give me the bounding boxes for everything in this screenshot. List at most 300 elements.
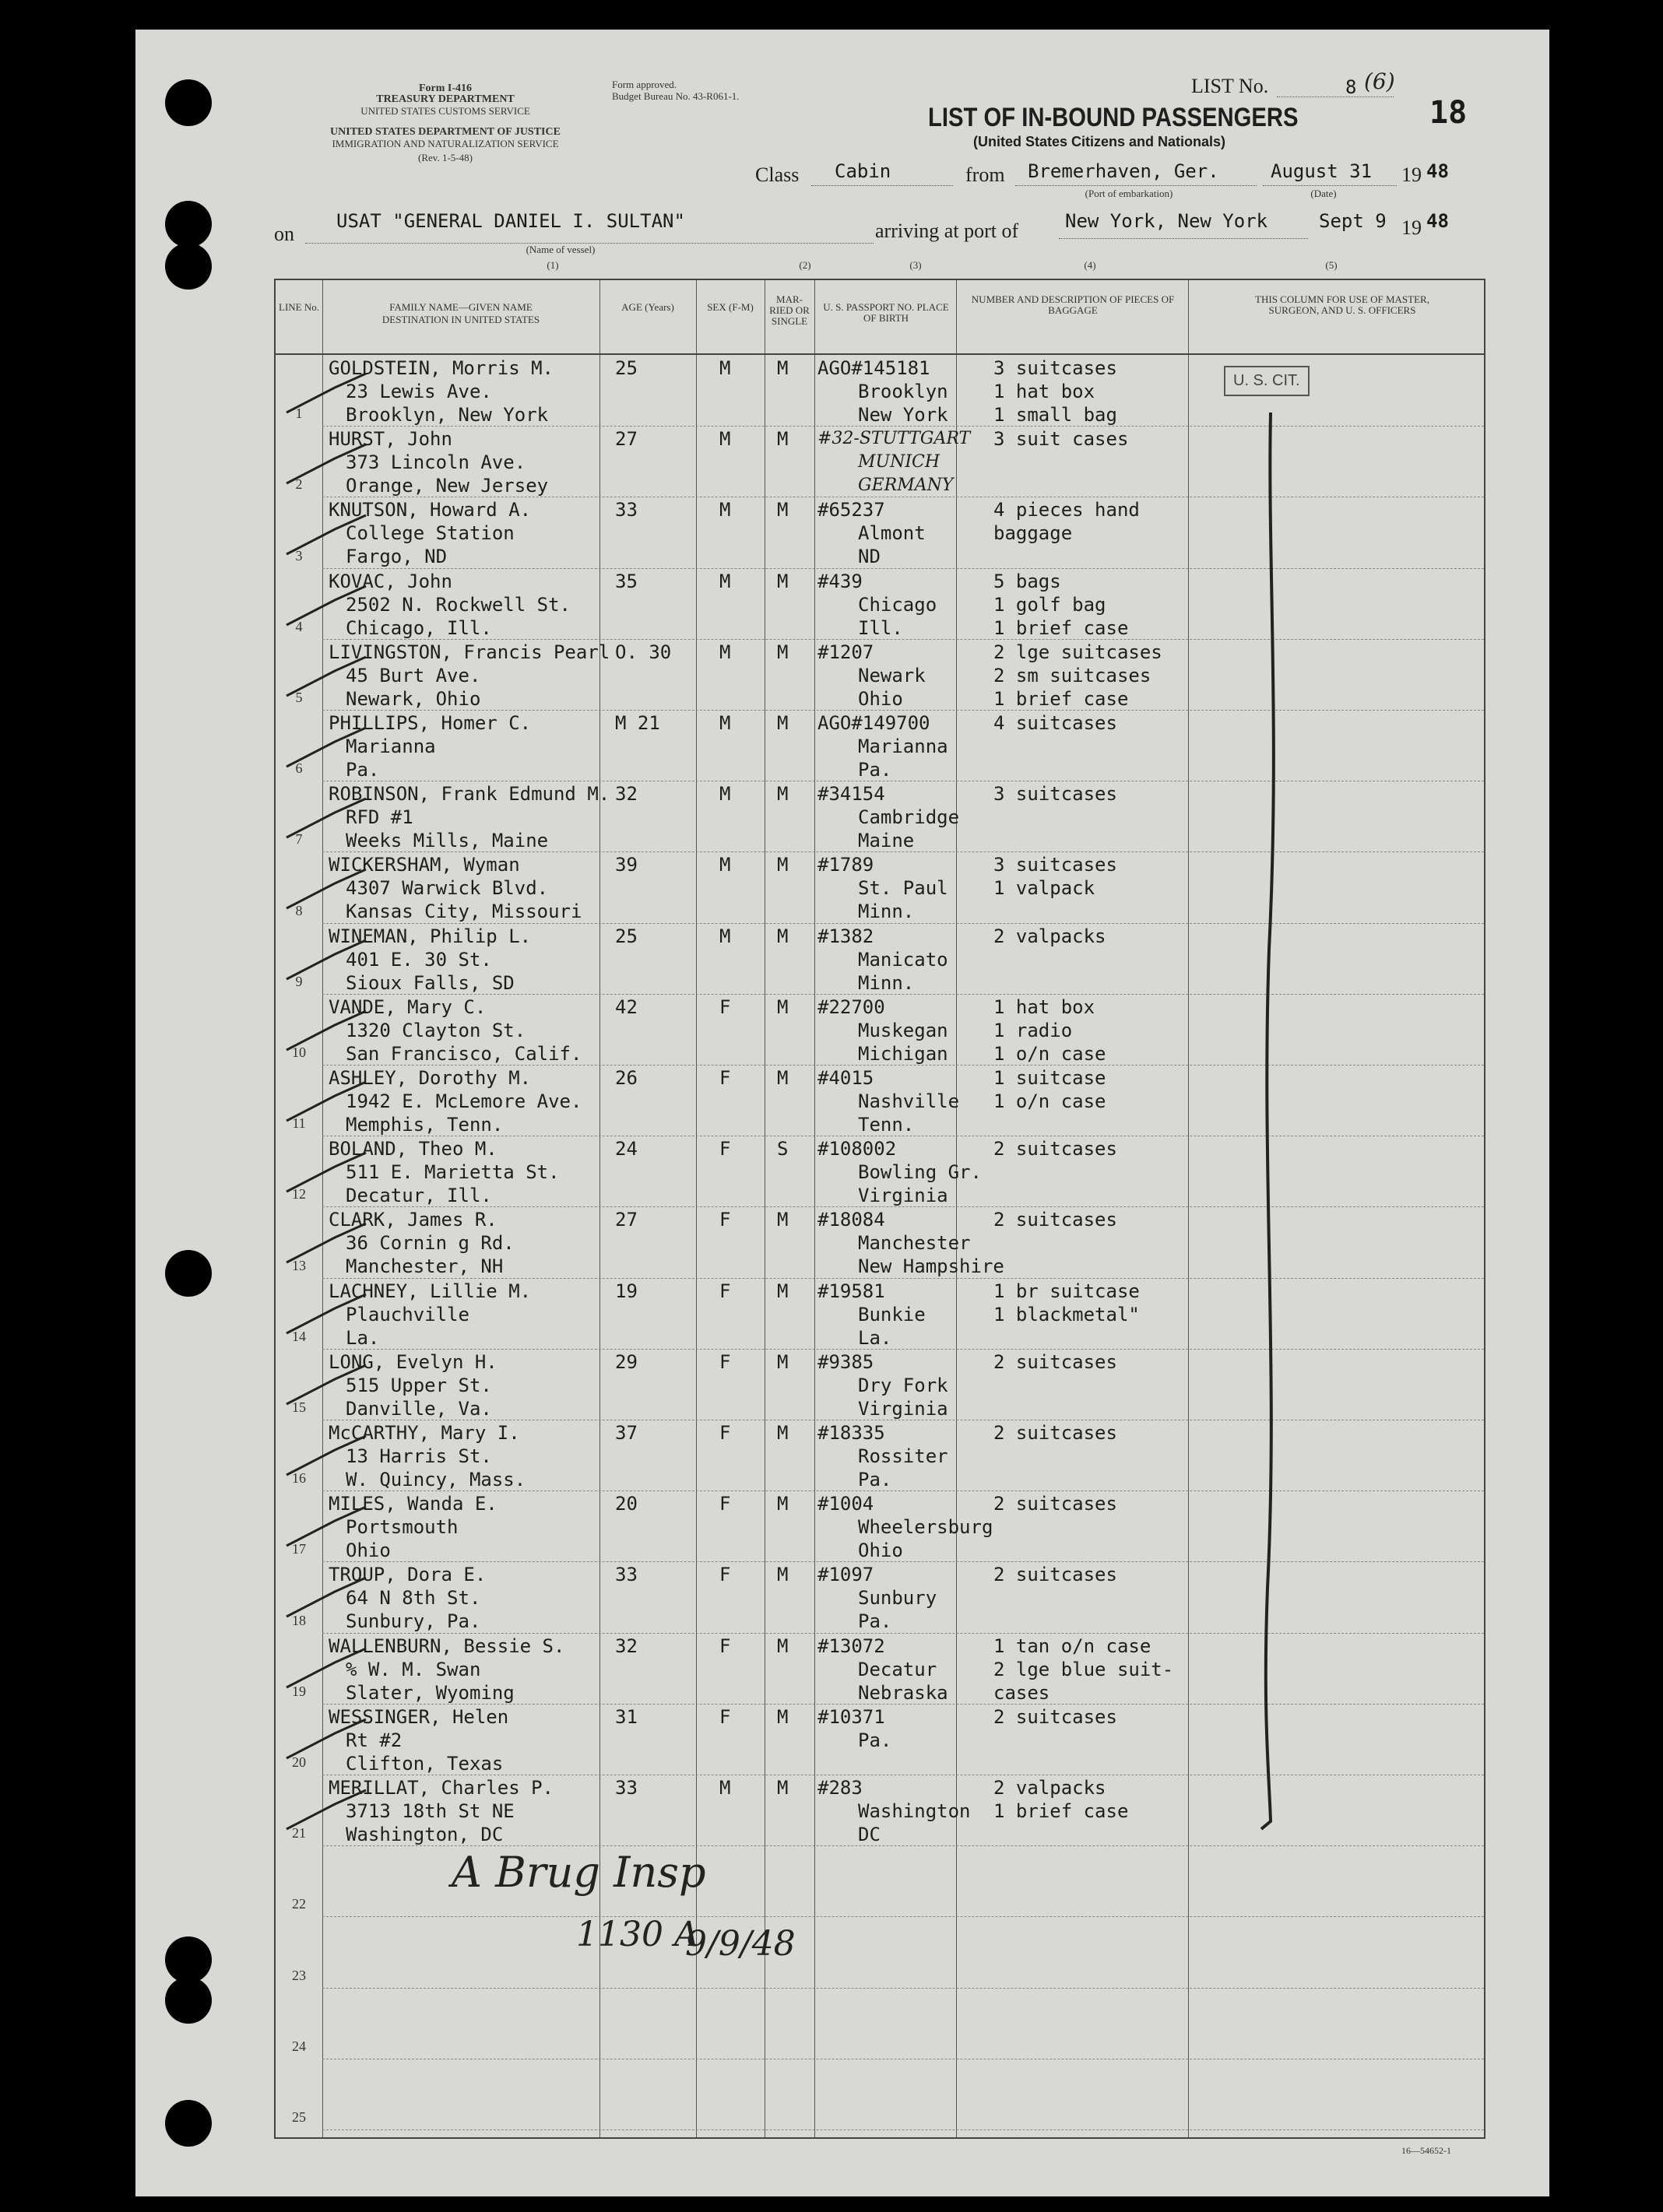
- passenger-name: HURST, John: [329, 428, 452, 451]
- passenger-bag3: cases: [993, 1681, 1050, 1704]
- passenger-addr2: Orange, New Jersey: [346, 475, 549, 497]
- passenger-age: 42: [615, 995, 638, 1018]
- passenger-age: 27: [615, 1209, 638, 1231]
- passenger-bag1: 2 lge suitcases: [993, 641, 1162, 663]
- passenger-addr1: Marianna: [346, 736, 436, 757]
- punch-hole: [165, 79, 212, 126]
- arrival-year: 48: [1426, 210, 1449, 232]
- passenger-addr2: Chicago, Ill.: [346, 616, 492, 639]
- passenger-pob2: Minn.: [858, 971, 915, 994]
- passenger-ms: S: [777, 1138, 789, 1160]
- passenger-pob1: Rossiter: [858, 1445, 948, 1467]
- col-header-sex: SEX (F-M): [707, 301, 754, 313]
- col-header-officers: THIS COLUMN FOR USE OF MASTER, SURGEON, AND U. S. OFFICERS: [1255, 293, 1429, 316]
- passenger-bag1: 1 hat box: [993, 995, 1095, 1018]
- check-mark: [287, 374, 366, 413]
- passenger-sex: M: [719, 783, 731, 806]
- check-mark: [287, 1790, 366, 1829]
- passenger-ms: M: [777, 712, 789, 734]
- passenger-name: WALLENBURN, Bessie S.: [329, 1634, 565, 1657]
- passenger-ms: M: [777, 995, 789, 1018]
- passenger-addr2: Memphis, Tenn.: [346, 1114, 504, 1136]
- list-number: 8: [1345, 76, 1357, 98]
- form-revision: (Rev. 1-5-48): [418, 152, 473, 163]
- passenger-pob2: Pa.: [858, 1469, 892, 1490]
- passenger-pob2: La.: [858, 1326, 892, 1349]
- passenger-addr2: Decatur, Ill.: [346, 1185, 492, 1207]
- row-divider: [322, 2129, 1484, 2130]
- passenger-sex: F: [719, 1634, 731, 1657]
- passenger-addr1: 511 E. Marietta St.: [346, 1161, 560, 1184]
- passenger-addr2: Manchester, NH: [346, 1255, 504, 1278]
- page-subtitle: (United States Citizens and Nationals): [973, 134, 1226, 149]
- passenger-pob2: Virginia: [858, 1397, 948, 1420]
- passenger-addr2: Brooklyn, New York: [346, 404, 549, 426]
- passenger-addr2: Kansas City, Missouri: [346, 901, 582, 923]
- passenger-ms: M: [777, 1209, 789, 1231]
- passenger-sex: F: [719, 1493, 731, 1515]
- passenger-bag1: 2 suitcases: [993, 1209, 1117, 1231]
- check-mark: [287, 1436, 366, 1475]
- passenger-pp: #4015: [817, 1067, 874, 1089]
- col-divider: [814, 280, 815, 2137]
- punch-hole: [165, 201, 212, 248]
- passenger-age: M 21: [615, 712, 660, 734]
- passenger-bag2: baggage: [993, 522, 1073, 545]
- year-prefix: 19: [1401, 163, 1422, 186]
- passenger-name: LIVINGSTON, Francis Pearl: [329, 641, 610, 663]
- passenger-addr2: La.: [346, 1326, 380, 1349]
- passenger-age: 32: [615, 1634, 638, 1657]
- passenger-sex: F: [719, 1564, 731, 1586]
- passenger-sex: F: [719, 995, 731, 1018]
- passenger-pob2: Pa.: [858, 1610, 892, 1633]
- passenger-pob2: Michigan: [858, 1042, 948, 1065]
- passenger-pp: #18084: [817, 1209, 885, 1231]
- footer-code: 16—54652-1: [1401, 2145, 1451, 2156]
- port-embark-caption: (Port of embarkation): [1085, 188, 1173, 199]
- vessel-name: USAT "GENERAL DANIEL I. SULTAN": [336, 210, 685, 232]
- passenger-bag1: 2 suitcases: [993, 1564, 1117, 1586]
- check-mark: [287, 1294, 366, 1333]
- line-number: 2: [295, 476, 303, 493]
- passenger-pp: #1207: [817, 641, 874, 663]
- date-caption: (Date): [1310, 188, 1337, 199]
- line-number: 6: [295, 760, 303, 777]
- row-divider: [322, 1561, 1484, 1562]
- passenger-pob1: Chicago: [858, 593, 937, 616]
- passenger-age: 33: [615, 1777, 638, 1799]
- passenger-pob1: Almont: [858, 522, 926, 545]
- line-number: 16: [292, 1470, 306, 1487]
- col-header-age: AGE (Years): [621, 301, 674, 313]
- passenger-age: 32: [615, 783, 638, 806]
- passenger-bag1: 2 suitcases: [993, 1422, 1117, 1444]
- col-number-1: (1): [547, 259, 559, 271]
- passenger-pob1: Pa.: [858, 1729, 892, 1751]
- passenger-age: 33: [615, 1564, 638, 1586]
- passenger-pob2: ND: [858, 546, 881, 568]
- passenger-pob1: Washington: [858, 1800, 971, 1822]
- line-number: 12: [292, 1186, 306, 1203]
- passenger-addr2: Slater, Wyoming: [346, 1681, 515, 1704]
- on-label: on: [274, 223, 294, 245]
- passenger-pob1: Manchester: [858, 1232, 971, 1255]
- passenger-age: 33: [615, 499, 638, 521]
- passenger-sex: M: [719, 712, 731, 734]
- check-mark: [287, 1224, 366, 1262]
- port-of-embarkation: Bremerhaven, Ger.: [1028, 160, 1219, 182]
- passenger-addr2: Fargo, ND: [346, 546, 448, 568]
- check-mark: [287, 1719, 366, 1758]
- passenger-sex: M: [719, 925, 731, 947]
- passenger-name: ASHLEY, Dorothy M.: [329, 1067, 532, 1089]
- passenger-name: VANDE, Mary C.: [329, 995, 487, 1018]
- passenger-name: ROBINSON, Frank Edmund M.: [329, 783, 610, 806]
- punch-hole: [165, 1250, 212, 1297]
- budget-bureau: Budget Bureau No. 43-R061-1.: [612, 90, 740, 102]
- list-number-handwritten: (6): [1364, 68, 1395, 94]
- passenger-addr2: Sunbury, Pa.: [346, 1610, 481, 1633]
- passenger-pob1: Newark: [858, 664, 926, 686]
- passenger-pp: #19581: [817, 1280, 885, 1302]
- row-divider: [322, 639, 1484, 640]
- passenger-age: 35: [615, 570, 638, 592]
- passenger-pob1: Sunbury: [858, 1587, 937, 1610]
- passenger-name: CLARK, James R.: [329, 1209, 497, 1231]
- passenger-age: 26: [615, 1067, 638, 1089]
- treasury-dept: TREASURY DEPARTMENT: [376, 93, 515, 105]
- passenger-bag3: 1 small bag: [993, 404, 1117, 426]
- date-embark-line: [1263, 185, 1397, 186]
- passenger-addr1: 45 Burt Ave.: [346, 664, 481, 686]
- page-title: LIST OF IN-BOUND PASSENGERS: [928, 103, 1299, 132]
- passenger-pp: #1097: [817, 1564, 874, 1586]
- line-number: 20: [292, 1754, 306, 1770]
- check-mark: [287, 1011, 366, 1050]
- passenger-bag1: 2 suitcases: [993, 1138, 1117, 1160]
- arrival-port-line: [1059, 238, 1308, 239]
- passenger-pob2: Tenn.: [858, 1114, 915, 1136]
- passenger-age: 19: [615, 1280, 638, 1302]
- passenger-age: 24: [615, 1138, 638, 1160]
- passenger-addr1: Plauchville: [346, 1303, 469, 1325]
- passenger-age: 25: [615, 357, 638, 379]
- check-mark: [287, 515, 366, 554]
- passenger-age: 31: [615, 1705, 638, 1728]
- check-mark: [287, 586, 366, 625]
- passenger-name: WINEMAN, Philip L.: [329, 925, 532, 947]
- passenger-pp: #18335: [817, 1422, 885, 1444]
- passenger-name: WESSINGER, Helen: [329, 1705, 509, 1728]
- passenger-ms: M: [777, 1280, 789, 1302]
- passenger-addr1: 373 Lincoln Ave.: [346, 451, 526, 474]
- passenger-pp: #13072: [817, 1634, 885, 1657]
- passenger-pob2: Pa.: [858, 759, 892, 781]
- passenger-addr2: Clifton, Texas: [346, 1752, 504, 1775]
- passenger-name: KNUTSON, Howard A.: [329, 499, 532, 521]
- from-label: from: [965, 163, 1005, 186]
- passenger-pob1: Bowling Gr.: [858, 1161, 982, 1184]
- passenger-sex: M: [719, 854, 731, 876]
- passenger-pob1: Muskegan: [858, 1019, 948, 1041]
- passenger-bag1: 1 suitcase: [993, 1067, 1106, 1089]
- passenger-ms: M: [777, 1777, 789, 1799]
- check-mark: [287, 1507, 366, 1546]
- list-number-label: LIST No.: [1191, 75, 1269, 97]
- class-line: [811, 185, 953, 186]
- passenger-ms: M: [777, 1422, 789, 1444]
- passenger-pob2: New York: [858, 404, 948, 426]
- class-value: Cabin: [835, 160, 891, 182]
- passenger-name: KOVAC, John: [329, 570, 452, 592]
- justice-dept: UNITED STATES DEPARTMENT OF JUSTICE: [330, 126, 561, 138]
- passenger-ms: M: [777, 1350, 789, 1373]
- passenger-ms: M: [777, 428, 789, 451]
- check-mark: [287, 940, 366, 979]
- passenger-pob1: Manicato: [858, 948, 948, 971]
- passenger-name: MILES, Wanda E.: [329, 1493, 497, 1515]
- port-of-arrival: New York, New York: [1065, 210, 1268, 232]
- passenger-sex: F: [719, 1422, 731, 1444]
- passenger-addr1: Portsmouth: [346, 1516, 459, 1539]
- page-number: 18: [1429, 95, 1468, 131]
- passenger-addr1: 2502 N. Rockwell St.: [346, 593, 571, 616]
- check-mark: [287, 1365, 366, 1404]
- line-number: 18: [292, 1612, 306, 1628]
- officer-bracket-mark: [1215, 405, 1308, 1837]
- line-number: 5: [295, 690, 303, 705]
- passenger-ms: M: [777, 1634, 789, 1657]
- passenger-bag1: 2 suitcases: [993, 1705, 1117, 1728]
- col-header-line: LINE No.: [279, 301, 319, 313]
- passenger-addr2: Pa.: [346, 759, 380, 781]
- passenger-bag1: 3 suitcases: [993, 854, 1117, 876]
- passenger-bag1: 2 valpacks: [993, 925, 1106, 947]
- form-approved: Form approved.: [612, 79, 677, 90]
- signature-time: 1130 A: [576, 1915, 699, 1954]
- passenger-bag2: 2 lge blue suit-: [993, 1658, 1174, 1680]
- passenger-sex: M: [719, 641, 731, 663]
- passenger-bag3: 1 o/n case: [993, 1042, 1106, 1065]
- passenger-sex: F: [719, 1209, 731, 1231]
- passenger-sex: F: [719, 1067, 731, 1089]
- line-number: 11: [292, 1115, 306, 1132]
- passenger-bag2: 1 hat box: [993, 381, 1095, 402]
- passenger-addr1: College Station: [346, 522, 515, 545]
- year-prefix-2: 19: [1401, 216, 1422, 239]
- line-number: 15: [292, 1399, 306, 1415]
- passenger-bag1: 1 br suitcase: [993, 1280, 1140, 1302]
- line-number: 7: [295, 831, 303, 848]
- passenger-pob1: Marianna: [858, 736, 948, 757]
- passenger-pp: #283: [817, 1777, 863, 1799]
- passenger-ms: M: [777, 1493, 789, 1515]
- port-embark-line: [1015, 185, 1257, 186]
- us-citizen-stamp: U. S. CIT.: [1224, 366, 1310, 396]
- passenger-addr1: 23 Lewis Ave.: [346, 381, 492, 402]
- passenger-ms: M: [777, 925, 789, 947]
- check-mark: [287, 1578, 366, 1617]
- passenger-pp: #108002: [817, 1138, 897, 1160]
- line-number: 23: [292, 1967, 306, 1983]
- line-number: 17: [292, 1541, 306, 1557]
- passenger-bag2: 2 sm suitcases: [993, 664, 1151, 686]
- passenger-bag1: 2 suitcases: [993, 1493, 1117, 1515]
- passenger-sex: M: [719, 428, 731, 451]
- passenger-age: 20: [615, 1493, 638, 1515]
- passenger-sex: M: [719, 1777, 731, 1799]
- line-number: 25: [292, 2109, 306, 2125]
- col-header-passport: U. S. PASSPORT NO. PLACE OF BIRTH: [823, 301, 949, 324]
- passenger-addr1: 3713 18th St NE: [346, 1800, 515, 1822]
- passenger-sex: F: [719, 1705, 731, 1728]
- passenger-pob1: Dry Fork: [858, 1374, 948, 1396]
- passenger-name: McCARTHY, Mary I.: [329, 1422, 520, 1444]
- passenger-pp: #22700: [817, 995, 885, 1018]
- passenger-ms: M: [777, 854, 789, 876]
- check-mark: [287, 1082, 366, 1121]
- passenger-ms: M: [777, 1705, 789, 1728]
- passenger-sex: M: [719, 570, 731, 592]
- passenger-addr1: 36 Cornin g Rd.: [346, 1232, 515, 1255]
- passenger-pp: AGO#149700: [817, 712, 930, 734]
- passenger-age: 37: [615, 1422, 638, 1444]
- passenger-age: 29: [615, 1350, 638, 1373]
- passenger-pp: AGO#145181: [817, 357, 930, 379]
- passenger-addr1: % W. M. Swan: [346, 1658, 481, 1680]
- passenger-age: 25: [615, 925, 638, 947]
- passenger-bag1: 1 tan o/n case: [993, 1634, 1151, 1657]
- punch-hole: [165, 2100, 212, 2147]
- passenger-bag1: 2 suitcases: [993, 1350, 1117, 1373]
- passenger-age: 39: [615, 854, 638, 876]
- passenger-sex: M: [719, 499, 731, 521]
- passenger-ms: M: [777, 1067, 789, 1089]
- passenger-pob2: Maine: [858, 830, 915, 852]
- ins-service: IMMIGRATION AND NATURALIZATION SERVICE: [332, 138, 559, 149]
- passenger-age: 27: [615, 428, 638, 451]
- passenger-ms: M: [777, 570, 789, 592]
- passenger-name: MERILLAT, Charles P.: [329, 1777, 554, 1799]
- col-header-married: MAR-RIED OR SINGLE: [769, 293, 810, 327]
- check-mark: [287, 1153, 366, 1192]
- passenger-name: BOLAND, Theo M.: [329, 1138, 497, 1160]
- passenger-pob1: Brooklyn: [858, 381, 948, 402]
- passenger-ms: M: [777, 1564, 789, 1586]
- class-label: Class: [755, 163, 800, 186]
- punch-hole: [165, 1977, 212, 2024]
- passenger-pp: #9385: [817, 1350, 874, 1373]
- check-mark: [287, 799, 366, 837]
- passenger-pob2: Ohio: [858, 1540, 903, 1562]
- passenger-pob1: Decatur: [858, 1658, 937, 1680]
- passenger-addr2: Washington, DC: [346, 1824, 504, 1845]
- passenger-ms: M: [777, 641, 789, 663]
- passenger-pob2: Ill.: [858, 616, 903, 639]
- check-marks: [280, 342, 374, 1884]
- col-header-destination: DESTINATION IN UNITED STATES: [381, 314, 540, 325]
- passenger-bag1: 4 suitcases: [993, 712, 1117, 734]
- punch-hole: [165, 1936, 212, 1983]
- passenger-name: LONG, Evelyn H.: [329, 1350, 497, 1373]
- passenger-addr1: 401 E. 30 St.: [346, 948, 492, 971]
- arrival-date: Sept 9: [1319, 210, 1387, 232]
- check-mark: [287, 728, 366, 767]
- passenger-addr2: Newark, Ohio: [346, 687, 481, 710]
- passenger-bag2: 1 o/n case: [993, 1090, 1106, 1112]
- passenger-ms: M: [777, 499, 789, 521]
- customs-service: UNITED STATES CUSTOMS SERVICE: [360, 105, 530, 117]
- line-number: 22: [292, 1896, 306, 1912]
- passenger-name: GOLDSTEIN, Morris M.: [329, 357, 554, 379]
- passenger-addr1: 1942 E. McLemore Ave.: [346, 1090, 582, 1112]
- passenger-pob2: Ohio: [858, 687, 903, 710]
- passenger-addr1: RFD #1: [346, 806, 413, 829]
- passenger-pp: #32-STUTTGART: [817, 429, 971, 449]
- line-number: 14: [292, 1328, 306, 1344]
- col-divider: [1188, 280, 1189, 2137]
- passenger-pob1: Nashville: [858, 1090, 960, 1112]
- passenger-addr1: 4307 Warwick Blvd.: [346, 877, 549, 900]
- passenger-pp: #34154: [817, 783, 885, 806]
- embark-date: August 31: [1271, 160, 1373, 182]
- signature-date: 9/9/48: [685, 1924, 796, 1964]
- row-divider: [322, 1916, 1484, 1917]
- passenger-addr2: Weeks Mills, Maine: [346, 830, 549, 852]
- passenger-name: PHILLIPS, Homer C.: [329, 712, 532, 734]
- passenger-bag2: 1 brief case: [993, 1800, 1129, 1822]
- passenger-pp: #1789: [817, 854, 874, 876]
- arriving-label: arriving at port of: [875, 219, 1019, 242]
- passenger-bag1: 3 suit cases: [993, 428, 1129, 451]
- punch-hole: [165, 243, 212, 290]
- passenger-pp: #1382: [817, 925, 874, 947]
- passenger-addr1: 515 Upper St.: [346, 1374, 492, 1396]
- row-divider: [322, 1633, 1484, 1634]
- form-number: Form I-416: [418, 83, 473, 94]
- passenger-name: WICKERSHAM, Wyman: [329, 854, 520, 876]
- check-mark: [287, 657, 366, 696]
- col-number-3: (3): [909, 259, 922, 271]
- passenger-addr2: W. Quincy, Mass.: [346, 1469, 526, 1490]
- passenger-pp: #1004: [817, 1493, 874, 1515]
- passenger-name: LACHNEY, Lillie M.: [329, 1280, 532, 1302]
- passenger-sex: M: [719, 357, 731, 379]
- line-number: 3: [295, 547, 303, 564]
- check-mark: [287, 869, 366, 908]
- passenger-pob2: Minn.: [858, 901, 915, 923]
- check-mark: [287, 1648, 366, 1687]
- passenger-bag1: 4 pieces hand: [993, 499, 1140, 521]
- passenger-addr2: Ohio: [346, 1540, 391, 1562]
- line-number: 13: [292, 1257, 306, 1273]
- line-number: 9: [295, 973, 303, 989]
- passenger-pob1: St. Paul: [858, 877, 948, 900]
- passenger-pob1: Wheelersburg: [858, 1516, 993, 1539]
- col-header-baggage: NUMBER AND DESCRIPTION OF PIECES OF BAGGAGE: [971, 293, 1175, 316]
- passenger-bag1: 3 suitcases: [993, 783, 1117, 806]
- passenger-addr1: Rt #2: [346, 1729, 403, 1751]
- passenger-pp: #10371: [817, 1705, 885, 1728]
- passenger-name: TROUP, Dora E.: [329, 1564, 487, 1586]
- passenger-pob2: Virginia: [858, 1185, 948, 1207]
- passenger-addr1: 64 N 8th St.: [346, 1587, 481, 1610]
- passenger-bag1: 2 valpacks: [993, 1777, 1106, 1799]
- col-number-4: (4): [1084, 259, 1096, 271]
- vessel-caption: (Name of vessel): [526, 244, 596, 255]
- passenger-pob1: MUNICH: [858, 452, 940, 472]
